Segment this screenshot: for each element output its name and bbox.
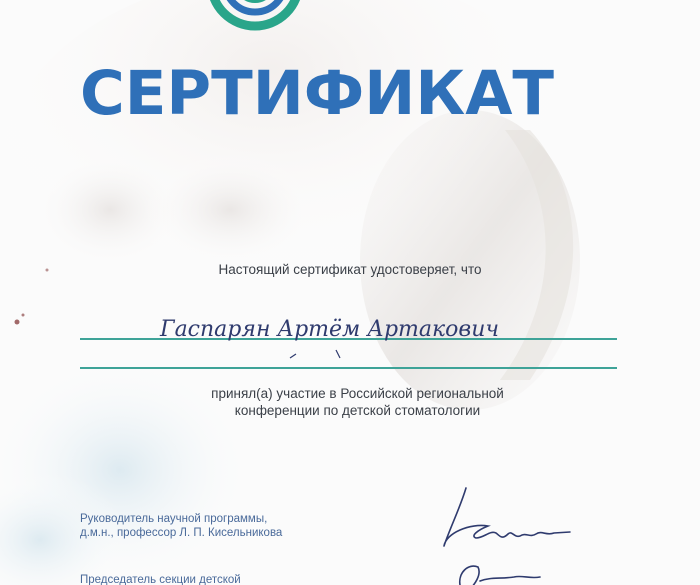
signature-1: [430, 478, 580, 558]
signatory-program-head: [80, 512, 282, 540]
signatory-2-title: Председатель секции детской: [80, 574, 241, 585]
signatory-section-chair: [80, 573, 241, 585]
signatory-1-name: д.м.н., профессор Л. П. Кисельникова: [80, 527, 283, 539]
certificate-intro: Настоящий сертификат удостоверяет, что: [218, 262, 482, 277]
participation-line-1: принял(а) участие в Российской региональной: [211, 386, 504, 401]
participation-line-2: конференции по детской стоматологии: [234, 403, 481, 418]
signatory-1-title: Руководитель научной программы,: [80, 513, 268, 525]
signature-2: [430, 555, 550, 585]
recipient-name-handwritten: [140, 300, 560, 370]
participation-text: [180, 385, 535, 419]
spiral-logo-icon: [195, 0, 315, 32]
certificate-title: СЕРТИФИКАТ: [80, 58, 555, 129]
recipient-name: Гаспарян Артём Артакович: [160, 317, 500, 342]
